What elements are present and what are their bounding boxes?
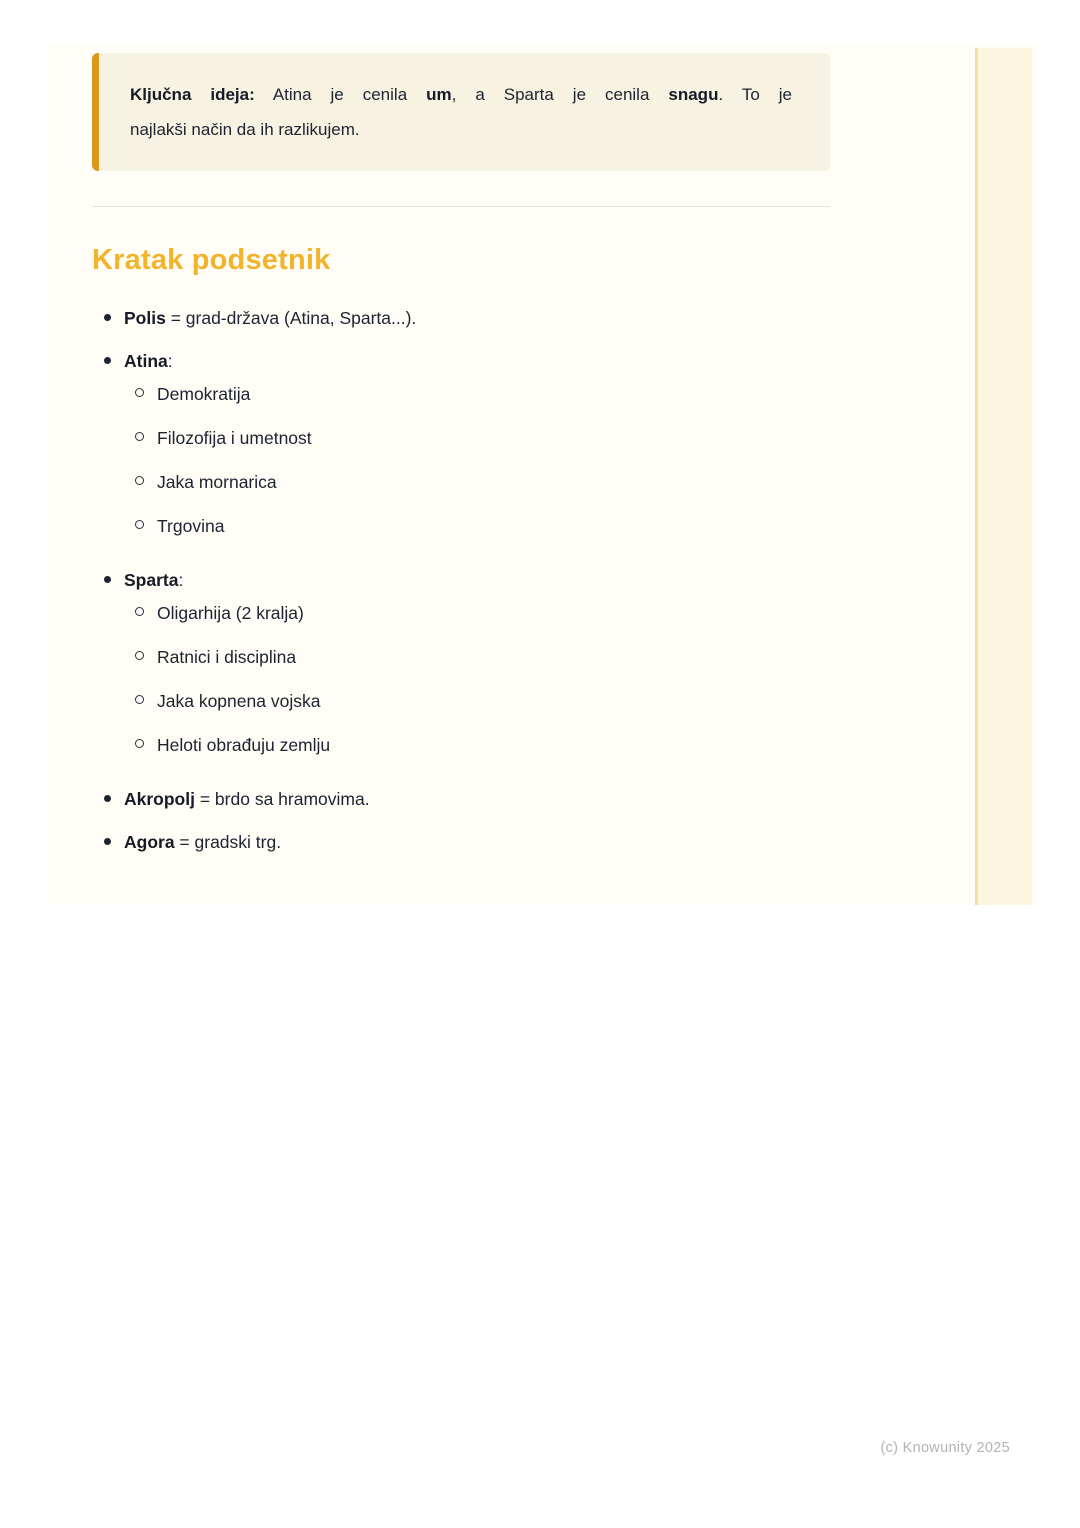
bullet-circle-icon <box>124 514 157 538</box>
notebook-margin-band <box>975 48 1032 905</box>
sub-item: Trgovina <box>124 514 830 538</box>
list-item-atina: Atina: Demokratija Filozofija i umetnost Jaka mornarica Trgovina <box>92 349 830 549</box>
list-item-akropolj: Akropolj = brdo sa hramovima. <box>92 787 830 811</box>
bullet-dot-icon <box>92 306 124 330</box>
content-column <box>92 53 830 873</box>
sub-item: Oligarhija (2 kralja) <box>124 601 830 625</box>
callout-line-1: Ključna ideja: Atina je cenila um, a Sparta je cenila snagu. To je <box>130 85 792 104</box>
bullet-circle-icon <box>124 689 157 713</box>
callout-line-2: najlakši način da ih razlikujem. <box>130 120 360 139</box>
summary-list <box>92 306 830 854</box>
bullet-dot-icon <box>92 568 124 768</box>
copyright-text: (c) Knowunity 2025 <box>880 1440 1010 1456</box>
key-idea-callout <box>92 53 830 171</box>
sparta-sub-list <box>124 601 830 757</box>
bullet-circle-icon <box>124 382 157 406</box>
list-item-agora: Agora = gradski trg. <box>92 830 830 854</box>
list-item-sparta: Sparta: Oligarhija (2 kralja) Ratnici i disciplina Jaka kopnena vojska Heloti obrađuju zemlju <box>92 568 830 768</box>
bullet-dot-icon <box>92 830 124 854</box>
callout-bold-label: Ključna ideja: <box>130 85 255 104</box>
section-heading: Kratak podsetnik <box>92 244 331 276</box>
list-item-polis: Polis = grad-država (Atina, Sparta...). <box>92 306 830 330</box>
bullet-circle-icon <box>124 470 157 494</box>
sub-item: Filozofija i umetnost <box>124 426 830 450</box>
bullet-dot-icon <box>92 787 124 811</box>
sub-item: Jaka mornarica <box>124 470 830 494</box>
callout-bold-word-um: um <box>426 85 452 104</box>
bullet-circle-icon <box>124 645 157 669</box>
atina-sub-list <box>124 382 830 538</box>
sub-item: Demokratija <box>124 382 830 406</box>
bullet-circle-icon <box>124 733 157 757</box>
bullet-circle-icon <box>124 601 157 625</box>
bullet-circle-icon <box>124 426 157 450</box>
sub-item: Heloti obrađuju zemlju <box>124 733 830 757</box>
callout-bold-word-snagu: snagu <box>668 85 719 104</box>
bullet-dot-icon <box>92 349 124 549</box>
sub-item: Ratnici i disciplina <box>124 645 830 669</box>
sub-item: Jaka kopnena vojska <box>124 689 830 713</box>
divider <box>92 206 830 207</box>
